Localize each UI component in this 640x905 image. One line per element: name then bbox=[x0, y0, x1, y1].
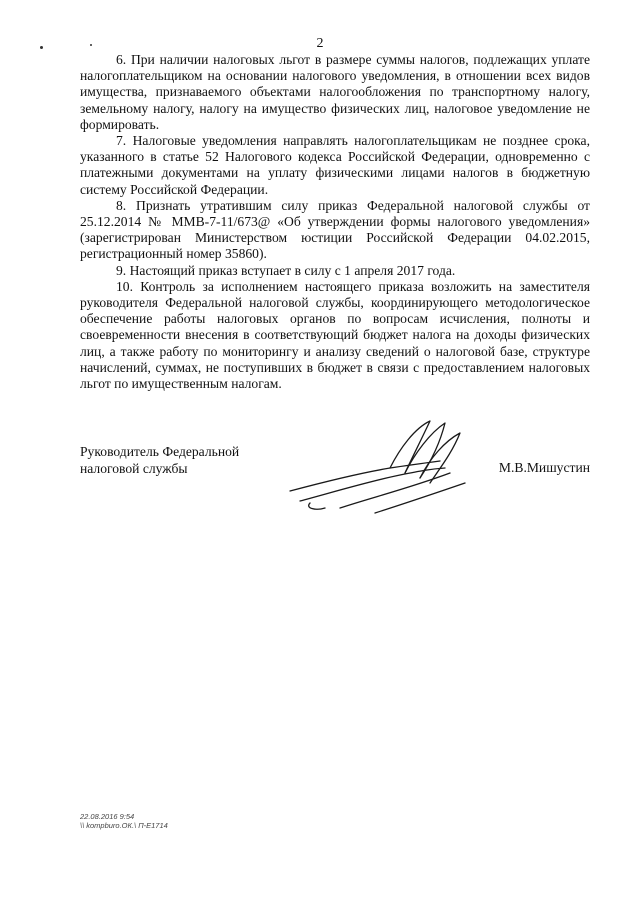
handwritten-signature bbox=[280, 413, 480, 523]
paragraph-9: 9. Настоящий приказ вступает в силу с 1 апреля 2017 года. bbox=[116, 262, 456, 278]
paragraph-7: 7. Налоговые уведомления направлять налогоплательщикам не позднее срока, указанного в статье 52 Налогового кодекса Российской Федерации, одновременно с платежными документами на уплату физическими лицами налогов в бюджетную систему Российской Федерации. bbox=[80, 133, 590, 197]
signature-block bbox=[80, 443, 590, 513]
document-body bbox=[80, 52, 590, 392]
paragraph-6: 6. При наличии налоговых льгот в размере суммы налогов, подлежащих уплате налогоплательщиком на основании налогового уведомления, в отношении всех видов имущества, признаваемого объектами налогообложения по транспортному налогу, земельному налогу, налогу на имущество физических лиц, налоговое уведомление не формировать. bbox=[80, 52, 590, 132]
footer-timestamp: 22.08.2016 9:54 bbox=[80, 812, 135, 821]
scan-speck bbox=[40, 46, 43, 49]
footer-stamp bbox=[80, 812, 168, 830]
page-number: 2 bbox=[316, 36, 324, 51]
scan-speck bbox=[90, 44, 92, 46]
signatory-title-line2: налоговой службы bbox=[80, 461, 188, 476]
paragraph-8: 8. Признать утратившим силу приказ Федеральной налоговой службы от 25.12.2014 № ММВ-7-11/673@ «Об утверждении формы налогового уведомления» (зарегистрирован Министерством юстиции Российской Федерации 04.02.2015, регистрационный номер 35860). bbox=[80, 197, 590, 262]
signatory-name: М.В.Мишустин bbox=[498, 460, 590, 475]
signatory-title bbox=[80, 443, 239, 477]
paragraph-10: 10. Контроль за исполнением настоящего приказа возложить на заместителя руководителя Федеральной налоговой службы, координирующего методологическое обеспечение работы налоговых органов по вопросам исчисления, полноты и своевременности внесения в соответствующий бюджет налога на доходы физических лиц, а также работу по мониторингу и анализу сведений о налоговой базе, структуре начислений, суммах, не поступивших в бюджет в связи с предоставлением налоговых льгот по имущественным налогам. bbox=[80, 278, 590, 392]
footer-file-path: \\ kompburo.ОК.\ П-Е1714 bbox=[80, 821, 168, 830]
signatory-title-line1: Руководитель Федеральной bbox=[80, 444, 240, 459]
